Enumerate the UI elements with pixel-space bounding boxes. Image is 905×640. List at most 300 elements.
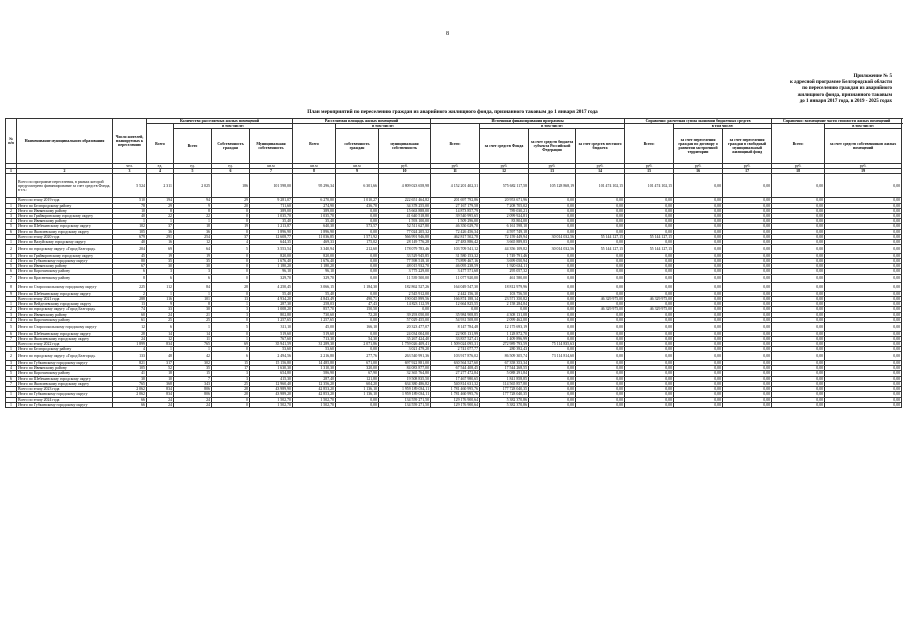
row-number-cell: 5 [6,323,17,332]
value-cell: 2 545 912,00 [379,291,431,296]
value-cell: 0 [212,291,250,296]
value-cell: 0,00 [625,336,674,341]
value-cell: 277,76 [336,352,379,361]
value-cell: 1 [212,302,250,307]
value-cell: 519,60 [293,331,336,336]
value-cell: 0 [212,219,250,224]
rooms-group-header: Количество расселяемых жилых помещений [147,119,293,124]
value-cell: 1 180,20 [250,264,293,269]
value-cell: 96,10 [293,269,336,274]
value-cell: 0,00 [772,259,825,264]
column-number-cell: 3 [113,169,147,174]
value-cell: 0,00 [576,208,625,213]
value-cell: 0,00 [723,214,772,219]
municipality-name-cell: Итого по Ивнянскому району [17,219,113,224]
value-cell: 3 [212,307,250,312]
value-cell: 212,60 [336,245,379,254]
value-cell: 9 [174,203,212,208]
value-cell: 0,00 [336,259,379,264]
unit-cell: кв.м [336,164,379,169]
value-cell: 0,00 [772,317,825,322]
value-cell: 19 [147,253,174,258]
value-cell: 6 [212,352,250,361]
value-cell: 20 323 477,07 [379,323,431,332]
value-cell: 0,00 [576,269,625,274]
value-cell: 0,00 [772,208,825,213]
value-cell: 0,00 [336,229,379,234]
value-cell: 22 [147,214,174,219]
row-number-cell: 3 [6,214,17,219]
value-cell: 0,00 [772,347,825,352]
value-cell: 0,00 [625,203,674,208]
row-number-cell: 5 [6,371,17,376]
municipality-name-cell: Итого по Корочанскому району [17,317,113,322]
value-cell: 29 [147,203,174,208]
value-cell: 0,00 [723,283,772,292]
row-number-cell: 6 [6,269,17,274]
municipality-name-cell: Итого по Губкинскому городскому округу [17,259,113,264]
value-cell: 55 144 127,15 [576,245,625,254]
value-cell: 0,00 [674,366,723,371]
value-cell: 0,00 [825,317,902,322]
value-cell: 320,00 [336,366,379,371]
value-cell: 1 180,20 [293,264,336,269]
area-total-header: Всего [293,124,336,164]
value-cell: 0,00 [772,402,825,407]
value-cell: 0,00 [576,291,625,296]
value-cell: 0,00 [625,361,674,366]
value-cell: 101 [174,297,212,302]
value-cell: 19 [174,253,212,258]
value-cell: 53,60 [250,347,293,352]
value-cell: 0,00 [772,198,825,203]
unit-cell: руб. [772,164,825,169]
value-cell: 7 208 705,02 [480,203,529,208]
value-cell: 0,00 [825,291,902,296]
value-cell: 0,00 [772,297,825,302]
value-cell: 222 651 464,82 [379,198,431,203]
value-cell: 0,00 [825,402,902,407]
value-cell: 134 559 271,50 [379,397,431,402]
value-cell: 0,00 [674,203,723,208]
table-row [6,392,902,397]
value-cell: 40 [113,240,147,245]
value-cell: 55 144 127,15 [625,245,674,254]
unit-cell: чел. [113,164,147,169]
value-cell: 27 167 179,58 [431,203,480,208]
table-row [6,381,902,386]
value-cell: 0,00 [825,381,902,386]
value-cell: 0,00 [576,264,625,269]
value-cell: 802,80 [250,312,293,317]
row-number-cell: 1 [6,240,17,245]
value-cell: 0,00 [529,253,576,258]
value-cell: 12 608,77 [250,234,293,239]
value-cell: 0,00 [723,317,772,322]
value-cell: 0,00 [625,347,674,352]
value-cell: 28 [212,392,250,397]
value-cell: 12 356,20 [293,381,336,386]
row-number-cell: 3 [6,253,17,258]
value-cell: 0,00 [772,323,825,332]
value-cell: 0,00 [772,234,825,239]
value-cell: 0,00 [723,361,772,366]
value-cell: 0,00 [723,302,772,307]
value-cell: 30 [174,264,212,269]
value-cell: 0,00 [336,214,379,219]
value-cell: 630 564 527,60 [431,361,480,366]
value-cell: 0,00 [674,245,723,254]
value-cell: 35,40 [293,219,336,224]
column-number-cell: 7 [250,169,293,174]
table-row [6,234,902,239]
value-cell: 43 989,20 [250,392,293,397]
value-cell: 1 409 896,99 [480,336,529,341]
col-residents-header: Число жителей, планируемых к переселению [113,119,147,164]
table-row [6,402,902,407]
value-cell: 43 989,90 [250,387,293,392]
municipality-name-cell: Итого по Старооскольскому городскому округу [17,283,113,292]
value-cell: 14 823 112,59 [379,302,431,307]
municipality-name-cell: Всего по этапу 2021 года [17,297,113,302]
value-cell: 5 [212,323,250,332]
value-cell: 0,00 [772,245,825,254]
value-cell: 204 [113,245,147,254]
value-cell: 0,00 [336,397,379,402]
value-cell: 31 580 153,32 [431,253,480,258]
value-cell: 0,00 [772,219,825,224]
value-cell: 288 [113,297,147,302]
value-cell: 12 [174,240,212,245]
municipality-name-cell: Итого по Грайворонскому городскому округу [17,253,113,258]
value-cell: 10 [147,376,174,381]
value-cell: 1 781 460 995,76 [431,392,480,397]
value-cell: 101 598,00 [250,174,293,198]
value-cell: 0,00 [625,392,674,397]
value-cell: 0,00 [625,274,674,283]
municipality-name-cell: Итого по Белгородскому району [17,203,113,208]
column-number-cell: 11 [431,169,480,174]
value-cell: 0,00 [723,264,772,269]
value-cell: 834 [147,392,174,397]
value-cell: 0,00 [625,331,674,336]
value-cell: 0,00 [576,283,625,292]
column-number-cell: 16 [674,169,723,174]
municipality-name-cell: Итого по городскому округу «Город Белгород» [17,245,113,254]
value-cell: 1 502,70 [250,402,293,407]
municipality-name-cell: Итого по Яковлевскому городскому округу [17,229,113,234]
value-cell: 0,00 [825,366,902,371]
value-cell: 711,60 [250,203,293,208]
value-cell: 35,40 [250,219,293,224]
value-cell: 57 029 455,00 [379,317,431,322]
value-cell: 24 [174,402,212,407]
value-cell: 2 494,56 [250,352,293,361]
value-cell: 0,00 [772,361,825,366]
value-cell: 0,00 [625,302,674,307]
value-cell: 0,00 [674,198,723,203]
value-cell: 0,00 [576,376,625,381]
value-cell: 166 874 188,14 [431,297,480,302]
value-cell: 67 [113,264,147,269]
value-cell: 0,00 [529,214,576,219]
value-cell: 66 [113,402,147,407]
value-cell: 0,00 [625,198,674,203]
unit-cell: кв.м [293,164,336,169]
value-cell: 28 [212,387,250,392]
value-cell: 1 035,70 [293,214,336,219]
value-cell: 37 [212,234,250,239]
value-cell: 5 [212,245,250,254]
value-cell: 5 524 [113,174,147,198]
value-cell: 0,00 [723,312,772,317]
table-row [6,297,902,302]
value-cell: 0,00 [625,283,674,292]
value-cell: 0,00 [825,253,902,258]
value-cell: 2 311 [147,174,174,198]
value-cell: 4 308 131,08 [480,312,529,317]
row-number-cell: 1 [6,392,17,397]
column-number-cell: 10 [379,169,431,174]
value-cell: 0,00 [336,208,379,213]
value-cell: 0 [212,317,250,322]
value-cell: 12 175 693,19 [480,323,529,332]
value-cell: 67 358 353,34 [480,361,529,366]
value-cell: 0 [212,259,250,264]
value-cell: 44 356 109,82 [480,245,529,254]
unit-cell: ед. [174,164,212,169]
value-cell: 5 382 370,86 [480,397,529,402]
value-cell: 0,00 [529,198,576,203]
value-cell: 644,35 [250,240,293,245]
unit-cell: ед. [212,164,250,169]
row-number-cell: 2 [6,307,17,312]
value-cell: 0,00 [825,174,902,198]
value-cell: 0,00 [825,240,902,245]
value-cell: 55,40 [293,291,336,296]
value-cell: 0,00 [529,264,576,269]
municipality-name-cell: Итого по Корочанскому району [17,269,113,274]
value-cell: 0,00 [772,214,825,219]
value-cell: 0,00 [529,203,576,208]
value-cell: 4 934,20 [250,297,293,302]
value-cell: 5 382 370,86 [480,402,529,407]
value-cell: 1 781 460 995,76 [431,387,480,392]
value-cell: 101 474 102,15 [576,174,625,198]
value-cell: 39 293 050,00 [379,312,431,317]
value-cell: 566 991 946,88 [379,234,431,239]
value-cell: 4 [113,347,147,352]
value-cell: 0,00 [723,392,772,397]
value-cell: 1 136,10 [336,387,379,392]
value-cell: 436,70 [336,203,379,208]
value-cell: 0,00 [576,352,625,361]
value-cell: 0,00 [825,297,902,302]
value-cell: 1 [113,219,147,224]
value-cell: 27 483 886,42 [431,240,480,245]
value-cell: 0,00 [674,376,723,381]
value-cell: 0,00 [674,342,723,347]
value-cell: 1 310,30 [293,366,336,371]
value-cell: 0,00 [674,174,723,198]
value-cell: 21 [174,312,212,317]
value-cell: 46 329 975,00 [576,307,625,312]
value-cell: 73 899 467,16 [431,259,480,264]
value-cell: 19 508 835,50 [379,376,431,381]
value-cell: 0,00 [674,219,723,224]
municipality-name-cell: Всего по программе переселения, в рамках которой предусмотрено финансирование за счет средств Фонда, в т.ч.: [17,174,113,198]
value-cell: 0,00 [825,392,902,397]
value-cell: 1 502,70 [293,402,336,407]
rooms-incl-header: в том числе: [174,124,293,129]
value-cell: 1 959 189 034,11 [379,392,431,397]
value-cell: 0 [212,214,250,219]
column-number-cell: 5 [174,169,212,174]
value-cell: 287,30 [250,302,293,307]
value-cell: 3 [212,371,250,376]
value-cell: 0,00 [674,302,723,307]
value-cell: 61 [113,317,147,322]
value-cell: 1 959 189 034,11 [379,387,431,392]
value-cell: 0,00 [625,219,674,224]
value-cell: 6 301,66 [336,174,379,198]
value-cell: 0,00 [576,323,625,332]
value-cell: 28 [113,331,147,336]
value-cell: 105 128 868,19 [529,174,576,198]
value-cell: 519,60 [250,331,293,336]
value-cell: 14 485,80 [293,361,336,366]
value-cell: 317 [147,361,174,366]
col-no-header: № п/п [6,119,17,164]
value-cell: 0,00 [723,323,772,332]
value-cell: 0,00 [825,352,902,361]
value-cell: 4 152 201 402,31 [431,174,480,198]
sources-incl-header: в том числе: [480,124,625,129]
unit-cell: руб. [576,164,625,169]
value-cell: 0,00 [825,229,902,234]
value-cell: 0,00 [576,203,625,208]
value-cell: 0,00 [674,297,723,302]
value-cell: 0,00 [576,224,625,229]
value-cell: 0,00 [625,240,674,245]
value-cell: 60 [113,312,147,317]
value-cell: 1 502,70 [293,397,336,402]
value-cell: 41 [113,371,147,376]
value-cell: 133 [113,352,147,361]
municipality-name-cell: Всего по этапу 2020 года [17,234,113,239]
value-cell: 0,00 [336,317,379,322]
value-cell: 0,00 [625,397,674,402]
value-cell: 834 [147,387,174,392]
column-number-cell: 12 [480,169,529,174]
value-cell: 1 [174,347,212,352]
value-cell: 254 [174,234,212,239]
value-cell: 0,00 [723,208,772,213]
value-cell: 8 [113,274,147,283]
value-cell: 8 [147,208,174,213]
value-cell: 0,00 [674,291,723,296]
value-cell: 0,00 [576,392,625,397]
row-number-cell: 3 [6,361,17,366]
value-cell: 311,10 [250,323,293,332]
value-cell: 0,00 [529,283,576,292]
value-cell: 25 [147,317,174,322]
value-cell: 178 079 783,46 [379,245,431,254]
row-number-cell: 7 [6,274,17,283]
value-cell: 0,00 [723,253,772,258]
value-cell: 19 [212,224,250,229]
value-cell: 0,00 [674,240,723,245]
value-cell: 0,00 [674,361,723,366]
value-cell: 0,00 [576,240,625,245]
value-cell: 3 [212,312,250,317]
value-cell: 1 571,92 [336,234,379,239]
value-cell: 17 [212,366,250,371]
table-row [6,283,902,292]
value-cell: 295 057,32 [480,269,529,274]
row-number-cell: 6 [6,376,17,381]
value-cell: 83 804,00 [480,219,529,224]
value-cell: 0,00 [674,229,723,234]
table-row [6,174,902,198]
economy-group-header: Справочно: расчетная сумма экономии бюджетных средств [625,119,772,124]
table-row [6,342,902,347]
value-cell: 72 426 456,34 [431,229,480,234]
row-number-cell: 3 [6,312,17,317]
value-cell: 4 597 749,18 [480,229,529,234]
table-row [6,245,902,254]
value-cell: 0,00 [625,264,674,269]
value-cell: 0,00 [772,387,825,392]
value-cell: 730,60 [293,312,336,317]
value-cell: 0,00 [772,203,825,208]
value-cell: 177 728 040,35 [480,387,529,392]
value-cell: 1 676,40 [293,259,336,264]
value-cell: 2 216,80 [293,352,336,361]
value-cell: 0,00 [576,312,625,317]
value-cell: 0,00 [674,214,723,219]
value-cell: 0,00 [825,264,902,269]
value-cell: 0,00 [529,347,576,352]
value-cell: 13 [113,302,147,307]
value-cell: 39 540 995,65 [431,214,480,219]
value-cell: 24 [147,312,174,317]
value-cell: 72,20 [336,312,379,317]
value-cell: 0,00 [825,307,902,312]
unit-cell: ед. [147,164,174,169]
value-cell: 1 [174,323,212,332]
table-body [6,174,902,407]
value-cell: 0,00 [625,317,674,322]
unit-cell: руб. [431,164,480,169]
value-cell: 69 [212,342,250,347]
value-cell: 3 021 479,20 [379,347,431,352]
value-cell: 0,00 [336,253,379,258]
municipality-name-cell: Итого по Грайворонскому городскому округу [17,214,113,219]
value-cell: 0,00 [674,312,723,317]
column-number-cell: 2 [17,169,113,174]
value-cell: 73 114 814,60 [529,352,576,361]
value-cell: 0,00 [772,229,825,234]
value-cell: 0,00 [529,336,576,341]
value-cell: 1 676,40 [250,259,293,264]
value-cell: 11 077 920,00 [431,274,480,283]
value-cell: 302 [174,361,212,366]
row-number-cell: 2 [6,352,17,361]
value-cell: 2 [113,291,147,296]
value-cell: 0,00 [576,397,625,402]
value-cell: 27 277 472,84 [431,371,480,376]
